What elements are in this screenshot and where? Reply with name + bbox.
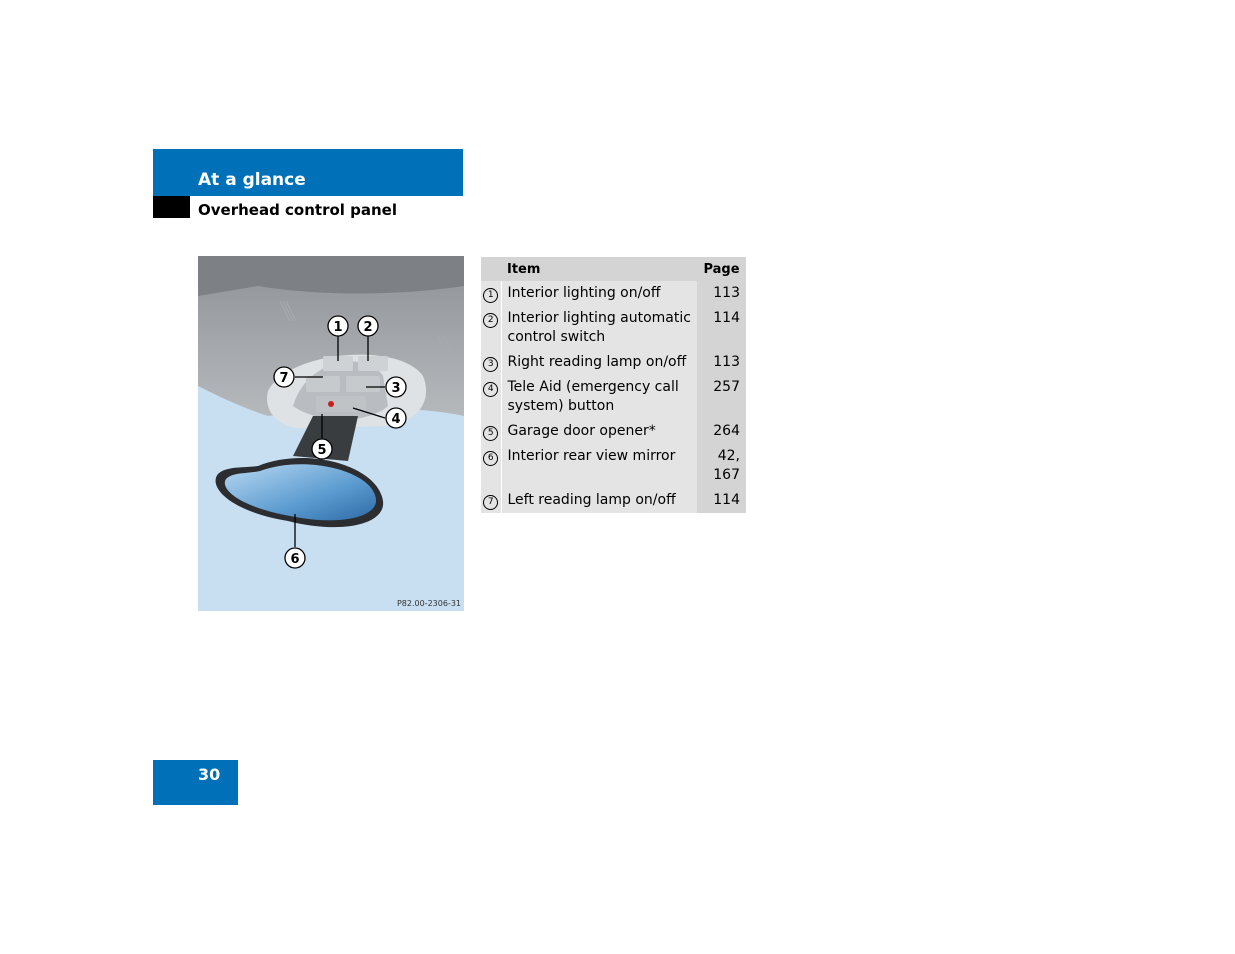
table-row [481,281,746,306]
table-row [481,444,746,488]
callout-3 [386,377,406,397]
item-page: 257 [697,375,746,419]
item-number-badge: 1 [483,288,498,303]
callout-4 [386,408,406,428]
table-row [481,488,746,513]
overhead-panel-illustration [198,256,464,611]
svg-text:3: 3 [391,381,401,396]
item-table-container [481,257,746,513]
callout-7 [274,367,294,387]
item-page: 113 [697,350,746,375]
overhead-panel-figure [198,256,464,611]
table-row [481,306,746,350]
item-table [481,257,746,513]
item-description: Garage door opener* [501,419,697,444]
item-description: Right reading lamp on/off [501,350,697,375]
item-number-badge: 4 [483,382,498,397]
item-page: 264 [697,419,746,444]
item-number-badge: 2 [483,313,498,328]
svg-text:2: 2 [363,320,373,335]
svg-text:4: 4 [391,412,401,427]
table-row [481,419,746,444]
item-page: 114 [697,488,746,513]
table-header-row [481,257,746,281]
item-description: Interior lighting automatic control switch [501,306,697,350]
svg-text:5: 5 [317,443,327,458]
subsection-title: Overhead control panel [198,201,397,219]
svg-text:7: 7 [279,371,289,386]
section-title: At a glance [198,170,306,190]
callout-5 [312,439,332,459]
figure-reference: P82.00-2306-31 [396,599,461,608]
item-description: Left reading lamp on/off [501,488,697,513]
callout-2 [358,316,378,336]
table-header-page: Page [697,257,746,281]
item-number-badge: 3 [483,357,498,372]
table-header-num [481,257,501,281]
item-number-badge: 6 [483,451,498,466]
item-description: Interior lighting on/off [501,281,697,306]
svg-text:1: 1 [333,320,343,335]
page-number-box [153,760,238,805]
table-header-item: Item [501,257,697,281]
subsection-marker [153,196,190,218]
table-row [481,350,746,375]
item-page: 42, 167 [697,444,746,488]
callout-6 [285,548,305,568]
item-page: 114 [697,306,746,350]
section-header-bar [153,149,463,196]
item-number-badge: 7 [483,495,498,510]
item-description: Tele Aid (emergency call system) button [501,375,697,419]
svg-text:6: 6 [290,552,300,567]
item-description: Interior rear view mirror [501,444,697,488]
table-row [481,375,746,419]
callout-1 [328,316,348,336]
item-number-badge: 5 [483,426,498,441]
item-page: 113 [697,281,746,306]
page-number: 30 [198,765,221,784]
